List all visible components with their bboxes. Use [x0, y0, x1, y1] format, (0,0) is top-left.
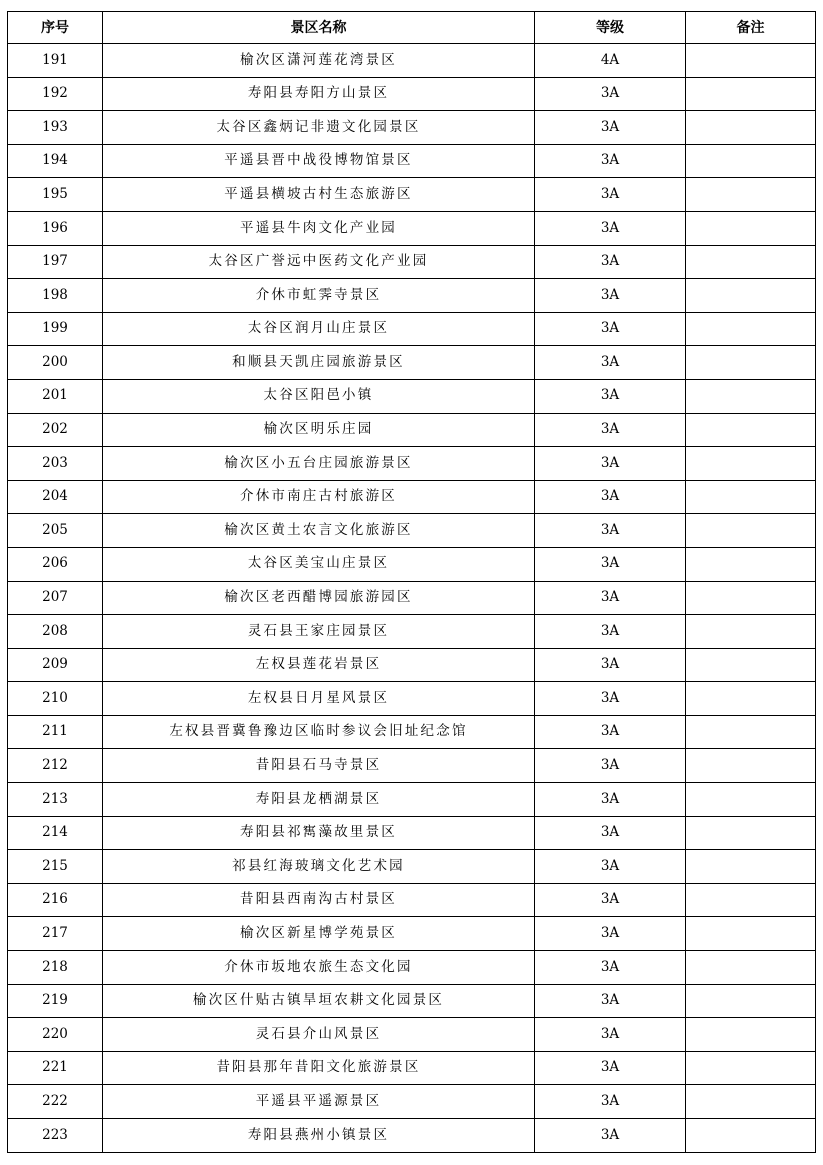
scenic-area-list-sheet: [7, 11, 815, 1153]
grade-cell: 3A: [535, 951, 686, 985]
grade-cell: 3A: [535, 312, 686, 346]
table-row: [8, 581, 816, 615]
remarks-cell: [686, 77, 816, 111]
table-row: [8, 413, 816, 447]
grade-cell: 3A: [535, 346, 686, 380]
scenic-area-name-cell: 介休市虹霁寺景区: [103, 279, 535, 313]
table-row: [8, 1085, 816, 1119]
scenic-area-name-cell: 榆次区什贴古镇旱垣农耕文化园景区: [103, 984, 535, 1018]
grade-cell: 3A: [535, 749, 686, 783]
remarks-cell: [686, 178, 816, 212]
grade-cell: 3A: [535, 211, 686, 245]
remarks-cell: [686, 1051, 816, 1085]
grade-cell: 3A: [535, 447, 686, 481]
table-row: [8, 715, 816, 749]
table-row: [8, 951, 816, 985]
scenic-area-name-cell: 左权县日月星风景区: [103, 682, 535, 716]
scenic-area-name-cell: 平遥县横坡古村生态旅游区: [103, 178, 535, 212]
table-row: [8, 615, 816, 649]
table-row: [8, 144, 816, 178]
table-row: [8, 211, 816, 245]
serial-number-cell: 210: [8, 682, 103, 716]
grade-cell: 3A: [535, 279, 686, 313]
table-row: [8, 178, 816, 212]
scenic-area-name-cell: 昔阳县西南沟古村景区: [103, 883, 535, 917]
grade-cell: 3A: [535, 547, 686, 581]
table-row: [8, 379, 816, 413]
scenic-area-name-cell: 榆次区老西醋博园旅游园区: [103, 581, 535, 615]
serial-number-cell: 194: [8, 144, 103, 178]
serial-number-cell: 222: [8, 1085, 103, 1119]
table-row: [8, 111, 816, 145]
remarks-cell: [686, 648, 816, 682]
grade-cell: 3A: [535, 111, 686, 145]
remarks-cell: [686, 783, 816, 817]
serial-number-cell: 213: [8, 783, 103, 817]
scenic-area-name-cell: 太谷区美宝山庄景区: [103, 547, 535, 581]
grade-cell: 3A: [535, 581, 686, 615]
table-row: [8, 77, 816, 111]
serial-number-cell: 209: [8, 648, 103, 682]
scenic-area-name-cell: 寿阳县寿阳方山景区: [103, 77, 535, 111]
scenic-area-name-cell: 左权县晋冀鲁豫边区临时参议会旧址纪念馆: [103, 715, 535, 749]
serial-number-cell: 195: [8, 178, 103, 212]
remarks-cell: [686, 917, 816, 951]
table-body: [8, 44, 816, 1153]
serial-number-cell: 191: [8, 44, 103, 78]
remarks-cell: [686, 480, 816, 514]
serial-number-cell: 196: [8, 211, 103, 245]
serial-number-cell: 203: [8, 447, 103, 481]
scenic-area-name-cell: 太谷区鑫炳记非遗文化园景区: [103, 111, 535, 145]
serial-number-cell: 221: [8, 1051, 103, 1085]
remarks-cell: [686, 984, 816, 1018]
serial-number-cell: 193: [8, 111, 103, 145]
table-row: [8, 514, 816, 548]
table-row: [8, 245, 816, 279]
remarks-cell: [686, 749, 816, 783]
serial-number-cell: 205: [8, 514, 103, 548]
grade-cell: 3A: [535, 984, 686, 1018]
serial-number-cell: 199: [8, 312, 103, 346]
grade-cell: 3A: [535, 480, 686, 514]
grade-cell: 3A: [535, 77, 686, 111]
serial-number-cell: 197: [8, 245, 103, 279]
remarks-cell: [686, 312, 816, 346]
grade-cell: 3A: [535, 615, 686, 649]
remarks-cell: [686, 279, 816, 313]
table-row: [8, 984, 816, 1018]
serial-number-cell: 215: [8, 850, 103, 884]
table-row: [8, 279, 816, 313]
scenic-area-name-cell: 寿阳县燕州小镇景区: [103, 1119, 535, 1153]
scenic-area-name-cell: 左权县莲花岩景区: [103, 648, 535, 682]
grade-cell: 3A: [535, 1119, 686, 1153]
header-serial-number: 序号: [8, 12, 103, 44]
remarks-cell: [686, 245, 816, 279]
scenic-area-name-cell: 介休市坂地农旅生态文化园: [103, 951, 535, 985]
scenic-area-name-cell: 太谷区阳邑小镇: [103, 379, 535, 413]
serial-number-cell: 200: [8, 346, 103, 380]
serial-number-cell: 206: [8, 547, 103, 581]
serial-number-cell: 212: [8, 749, 103, 783]
scenic-area-name-cell: 灵石县王家庄园景区: [103, 615, 535, 649]
header-scenic-area-name: 景区名称: [103, 12, 535, 44]
remarks-cell: [686, 111, 816, 145]
grade-cell: 3A: [535, 413, 686, 447]
serial-number-cell: 211: [8, 715, 103, 749]
grade-cell: 3A: [535, 1085, 686, 1119]
remarks-cell: [686, 883, 816, 917]
remarks-cell: [686, 44, 816, 78]
remarks-cell: [686, 144, 816, 178]
grade-cell: 3A: [535, 715, 686, 749]
scenic-area-name-cell: 榆次区黄土农言文化旅游区: [103, 514, 535, 548]
remarks-cell: [686, 346, 816, 380]
remarks-cell: [686, 816, 816, 850]
remarks-cell: [686, 379, 816, 413]
scenic-area-name-cell: 灵石县介山风景区: [103, 1018, 535, 1052]
serial-number-cell: 192: [8, 77, 103, 111]
scenic-area-name-cell: 寿阳县龙栖湖景区: [103, 783, 535, 817]
table-row: [8, 917, 816, 951]
header-remarks: 备注: [686, 12, 816, 44]
table-row: [8, 312, 816, 346]
remarks-cell: [686, 850, 816, 884]
remarks-cell: [686, 1119, 816, 1153]
table-row: [8, 1018, 816, 1052]
serial-number-cell: 216: [8, 883, 103, 917]
serial-number-cell: 202: [8, 413, 103, 447]
serial-number-cell: 219: [8, 984, 103, 1018]
remarks-cell: [686, 1018, 816, 1052]
remarks-cell: [686, 413, 816, 447]
remarks-cell: [686, 1085, 816, 1119]
table-row: [8, 749, 816, 783]
scenic-area-name-cell: 介休市南庄古村旅游区: [103, 480, 535, 514]
header-grade: 等级: [535, 12, 686, 44]
remarks-cell: [686, 211, 816, 245]
remarks-cell: [686, 547, 816, 581]
scenic-area-name-cell: 榆次区新星博学苑景区: [103, 917, 535, 951]
serial-number-cell: 204: [8, 480, 103, 514]
grade-cell: 3A: [535, 917, 686, 951]
grade-cell: 3A: [535, 379, 686, 413]
scenic-area-name-cell: 太谷区广誉远中医药文化产业园: [103, 245, 535, 279]
grade-cell: 3A: [535, 514, 686, 548]
grade-cell: 3A: [535, 816, 686, 850]
grade-cell: 4A: [535, 44, 686, 78]
grade-cell: 3A: [535, 648, 686, 682]
serial-number-cell: 201: [8, 379, 103, 413]
grade-cell: 3A: [535, 245, 686, 279]
scenic-area-name-cell: 昔阳县那年昔阳文化旅游景区: [103, 1051, 535, 1085]
grade-cell: 3A: [535, 682, 686, 716]
scenic-area-name-cell: 榆次区小五台庄园旅游景区: [103, 447, 535, 481]
scenic-area-name-cell: 寿阳县祁寯藻故里景区: [103, 816, 535, 850]
scenic-area-name-cell: 平遥县平遥源景区: [103, 1085, 535, 1119]
table-row: [8, 480, 816, 514]
table-row: [8, 44, 816, 78]
remarks-cell: [686, 514, 816, 548]
grade-cell: 3A: [535, 144, 686, 178]
table-row: [8, 883, 816, 917]
remarks-cell: [686, 951, 816, 985]
table-row: [8, 648, 816, 682]
serial-number-cell: 218: [8, 951, 103, 985]
table-row: [8, 783, 816, 817]
grade-cell: 3A: [535, 850, 686, 884]
serial-number-cell: 198: [8, 279, 103, 313]
serial-number-cell: 207: [8, 581, 103, 615]
serial-number-cell: 220: [8, 1018, 103, 1052]
grade-cell: 3A: [535, 883, 686, 917]
scenic-area-name-cell: 平遥县牛肉文化产业园: [103, 211, 535, 245]
grade-cell: 3A: [535, 1018, 686, 1052]
scenic-area-name-cell: 和顺县天凯庄园旅游景区: [103, 346, 535, 380]
serial-number-cell: 223: [8, 1119, 103, 1153]
table-header-row: [8, 12, 816, 44]
remarks-cell: [686, 615, 816, 649]
table-row: [8, 346, 816, 380]
scenic-area-name-cell: 榆次区明乐庄园: [103, 413, 535, 447]
table-row: [8, 1119, 816, 1153]
grade-cell: 3A: [535, 783, 686, 817]
table-row: [8, 447, 816, 481]
table-row: [8, 816, 816, 850]
remarks-cell: [686, 447, 816, 481]
scenic-area-table: [7, 11, 816, 1153]
remarks-cell: [686, 581, 816, 615]
serial-number-cell: 208: [8, 615, 103, 649]
table-row: [8, 682, 816, 716]
serial-number-cell: 214: [8, 816, 103, 850]
table-row: [8, 1051, 816, 1085]
scenic-area-name-cell: 祁县红海玻璃文化艺术园: [103, 850, 535, 884]
scenic-area-name-cell: 平遥县晋中战役博物馆景区: [103, 144, 535, 178]
scenic-area-name-cell: 昔阳县石马寺景区: [103, 749, 535, 783]
grade-cell: 3A: [535, 178, 686, 212]
table-row: [8, 850, 816, 884]
grade-cell: 3A: [535, 1051, 686, 1085]
scenic-area-name-cell: 太谷区润月山庄景区: [103, 312, 535, 346]
remarks-cell: [686, 715, 816, 749]
serial-number-cell: 217: [8, 917, 103, 951]
remarks-cell: [686, 682, 816, 716]
scenic-area-name-cell: 榆次区潇河莲花湾景区: [103, 44, 535, 78]
table-row: [8, 547, 816, 581]
